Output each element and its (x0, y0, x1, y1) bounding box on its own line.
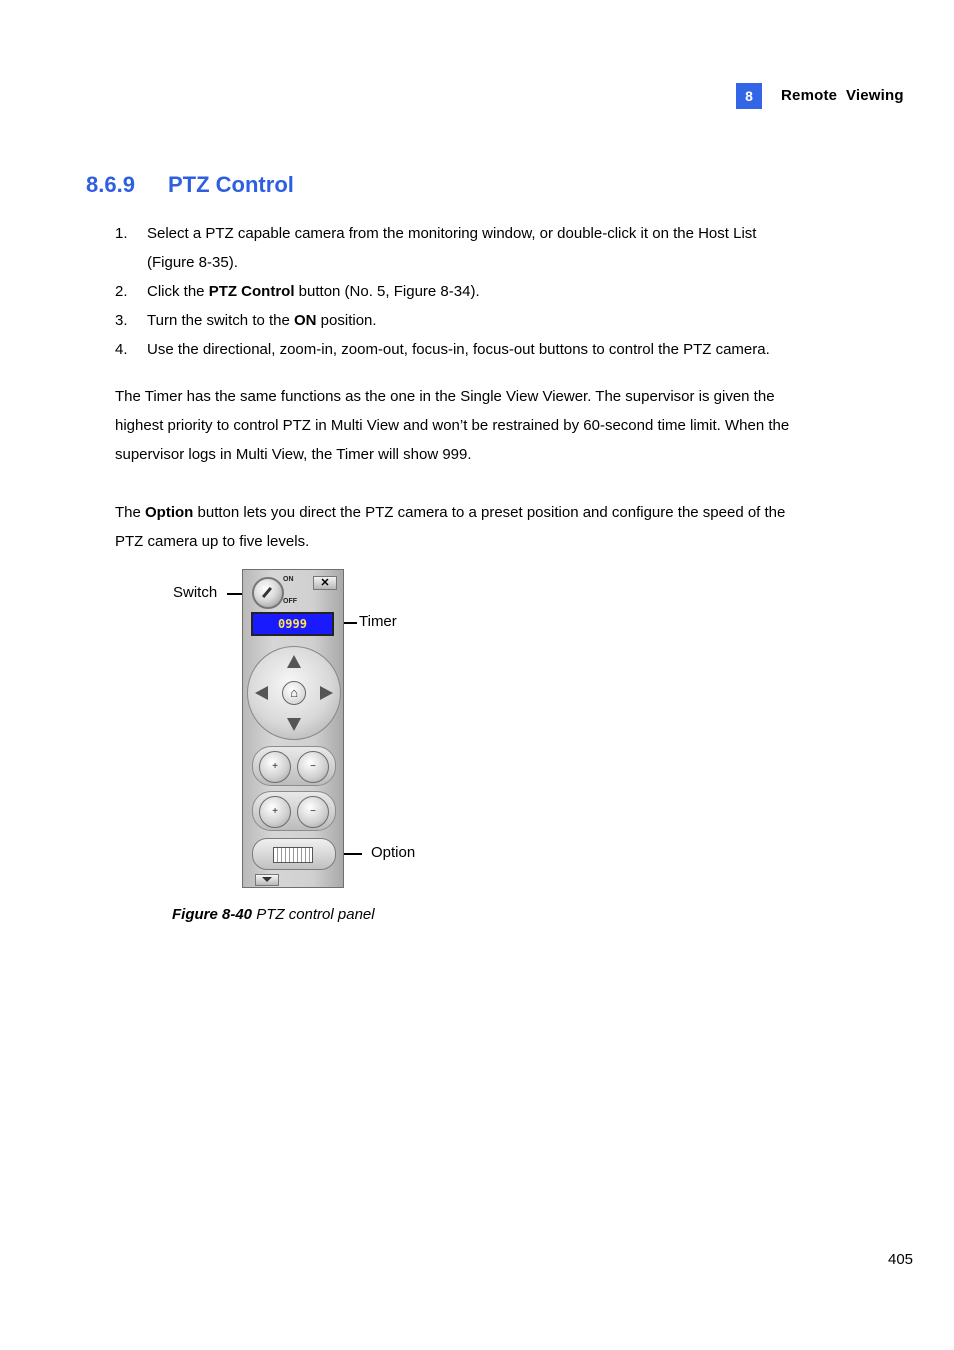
switch-on-label: ON (283, 576, 294, 583)
paragraph-text-part: The (115, 504, 146, 521)
figure-caption-label: Figure 8-40 (172, 906, 253, 923)
zoom-in-icon[interactable]: + (259, 751, 291, 783)
page-number: 405 (888, 1251, 914, 1268)
chapter-number-badge: 8 (736, 83, 762, 109)
ptz-control-panel (242, 569, 344, 888)
paragraph-line: PTZ camera up to five levels. (115, 533, 310, 550)
paragraph-line: highest priority to control PTZ in Multi View and won’t be restrained by 60-second time limit. When the (115, 417, 790, 434)
step-text (147, 219, 855, 277)
step-text-part: button (No. 5, Figure 8-34). (294, 283, 480, 300)
timer-callout-label: Timer (359, 613, 397, 630)
step-text-part: Click the (147, 283, 209, 300)
timer-display: 0999 (251, 612, 334, 636)
figure-caption-text: PTZ control panel (252, 906, 375, 923)
step-text (147, 277, 855, 306)
pan-up-arrow-icon[interactable] (287, 655, 301, 668)
section-heading (86, 172, 294, 198)
option-paragraph (115, 498, 850, 556)
option-callout-label: Option (371, 844, 416, 861)
pan-left-arrow-icon[interactable] (255, 686, 268, 700)
step-number: 2. (115, 283, 128, 300)
pan-right-arrow-icon[interactable] (320, 686, 333, 700)
ptz-control-button-name: PTZ Control (208, 283, 295, 300)
step-item (115, 306, 855, 335)
focus-button-group (252, 791, 336, 831)
chapter-title: Remote Viewing (781, 87, 904, 104)
option-button-name: Option (145, 504, 194, 521)
step-number: 1. (115, 225, 128, 242)
paragraph-line: supervisor logs in Multi View, the Timer will show 999. (115, 446, 472, 463)
step-text-line: Select a PTZ capable camera from the monitoring window, or double-click it on the Host List (147, 225, 757, 242)
step-text-part: position. (316, 312, 377, 329)
step-number: 4. (115, 341, 128, 358)
step-item (115, 335, 855, 364)
step-item (115, 219, 855, 277)
step-text-line: (Figure 8-35). (147, 254, 238, 271)
step-item (115, 277, 855, 306)
zoom-out-icon[interactable]: − (297, 751, 329, 783)
step-text: Use the directional, zoom-in, zoom-out, focus-in, focus-out buttons to control the PTZ camera. (147, 341, 770, 358)
step-text-part: Turn the switch to the (147, 312, 295, 329)
option-button[interactable] (252, 838, 336, 870)
step-number: 3. (115, 312, 128, 329)
paragraph-text-part: button lets you direct the PTZ camera to a preset position and configure the speed of the (193, 504, 786, 521)
figure-caption (172, 906, 375, 923)
power-switch-knob[interactable] (252, 577, 284, 609)
expand-chevron-down-icon[interactable] (255, 874, 279, 886)
step-text (147, 306, 855, 335)
home-icon[interactable]: ⌂ (282, 681, 306, 705)
timer-paragraph (115, 382, 850, 469)
option-settings-icon (273, 847, 313, 863)
zoom-button-group (252, 746, 336, 786)
paragraph-line: The Timer has the same functions as the one in the Single View Viewer. The supervisor is given the (115, 388, 775, 405)
section-title: PTZ Control (168, 172, 294, 197)
directional-pad (247, 646, 341, 740)
close-button[interactable]: ✕ (313, 576, 337, 590)
pan-down-arrow-icon[interactable] (287, 718, 301, 731)
switch-off-label: OFF (283, 598, 297, 605)
switch-callout-label: Switch (173, 584, 218, 601)
on-position-name: ON (294, 312, 317, 329)
section-number: 8.6.9 (86, 172, 135, 197)
focus-out-icon[interactable]: − (297, 796, 329, 828)
focus-in-icon[interactable]: + (259, 796, 291, 828)
